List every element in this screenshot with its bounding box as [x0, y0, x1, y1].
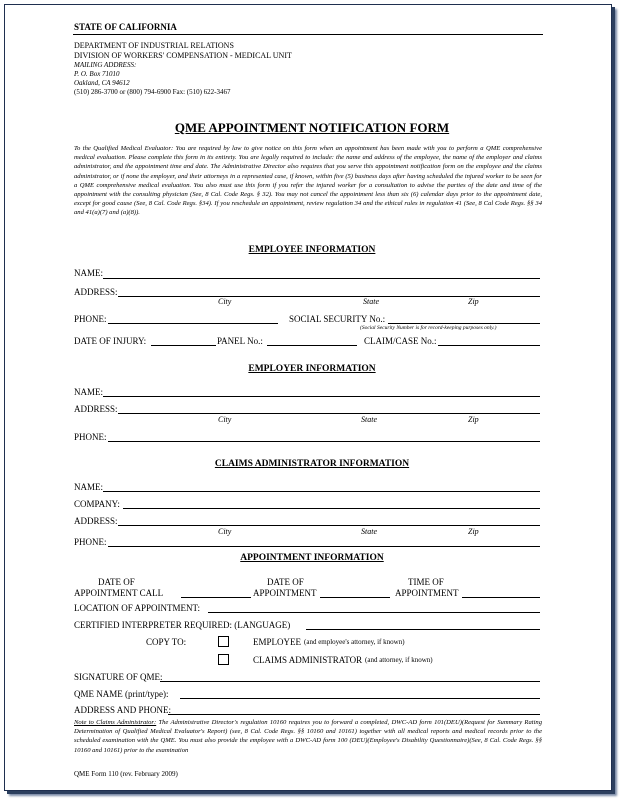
employer-phone-label: PHONE:: [74, 432, 107, 442]
claims-company-field[interactable]: [123, 508, 540, 509]
employee-phone-field[interactable]: [108, 323, 278, 324]
copy-employee-label: EMPLOYEE: [253, 637, 301, 647]
division-name: DIVISION OF WORKERS' COMPENSATION - MEDICAL UNIT: [74, 51, 292, 60]
appointment-section-heading: APPOINTMENT INFORMATION: [240, 553, 384, 563]
signature-field[interactable]: [160, 681, 540, 682]
employer-section-heading: EMPLOYER INFORMATION: [248, 364, 376, 374]
claims-phone-label: PHONE:: [74, 537, 107, 547]
employee-name-field[interactable]: [103, 278, 540, 279]
panel-number-field[interactable]: [267, 345, 357, 346]
employee-section-heading: EMPLOYEE INFORMATION: [248, 245, 376, 255]
employer-name-field[interactable]: [103, 396, 540, 397]
employee-state-caption: State: [363, 297, 379, 306]
signature-label: SIGNATURE OF QME:: [74, 672, 163, 682]
form-footer: QME Form 110 (rev. February 2009): [74, 770, 178, 778]
interpreter-field[interactable]: [306, 629, 540, 630]
time-appt-label-1: TIME OF: [408, 577, 444, 587]
claims-city-caption: City: [218, 527, 232, 536]
time-appt-label-2: APPOINTMENT: [395, 588, 459, 598]
employee-name-label: NAME:: [74, 268, 103, 278]
claims-phone-field[interactable]: [108, 546, 540, 547]
address-phone-field[interactable]: [168, 714, 540, 715]
copy-claims-label: CLAIMS ADMINISTRATOR: [253, 655, 363, 665]
interpreter-label: CERTIFIED INTERPRETER REQUIRED: (LANGUAGE): [74, 620, 291, 630]
copy-employee-note: (and employee's attorney, if known): [304, 638, 405, 646]
time-appt-field[interactable]: [462, 597, 540, 598]
claims-address-label: ADDRESS:: [74, 516, 118, 526]
claims-name-label: NAME:: [74, 482, 103, 492]
location-label: LOCATION OF APPOINTMENT:: [74, 603, 201, 613]
ssn-label: SOCIAL SECURITY No.:: [289, 314, 386, 324]
claims-zip-caption: Zip: [468, 527, 479, 536]
address-phone-label: ADDRESS AND PHONE:: [74, 705, 172, 715]
claims-address-field[interactable]: [118, 525, 540, 526]
date-appt-label-2: APPOINTMENT: [253, 588, 317, 598]
claims-admin-note-lead: Note to Claims Administrator:: [74, 719, 157, 726]
claims-state-caption: State: [361, 527, 377, 536]
employer-zip-caption: Zip: [468, 415, 479, 424]
copy-employee-checkbox[interactable]: [218, 636, 229, 647]
state-heading: STATE OF CALIFORNIA: [74, 22, 177, 32]
ssn-field[interactable]: [388, 323, 540, 324]
claims-admin-note-body: The Administrative Director's regulation 10160 requires you to forward a completed, DWC-AD form 101(DEU)(Request for Summary Rating Determination of Qualified Medical Evaluator's Report) (see, 8 Cal. Code Regs. §§ 10160 and 10161) together with all medical reports and medical records prior to the scheduled examination with the QME. You must also provide the employee with a DWC-AD form 100 (DEU)(Employee's Disability Questionnaire)(See, 8 Cal. Code Regs. §§ 10160 and 10161) prior to the examination: [74, 719, 543, 754]
location-field[interactable]: [208, 612, 540, 613]
employee-address-label: ADDRESS:: [74, 287, 118, 297]
form-title: QME APPOINTMENT NOTIFICATION FORM: [174, 120, 450, 135]
date-call-label-2: APPOINTMENT CALL: [74, 588, 164, 598]
department-name: DEPARTMENT OF INDUSTRIAL RELATIONS: [74, 41, 234, 50]
date-of-injury-label: DATE OF INJURY:: [74, 336, 147, 346]
employee-phone-label: PHONE:: [74, 314, 107, 324]
employee-zip-caption: Zip: [468, 297, 479, 306]
qme-name-label: QME NAME (print/type):: [74, 689, 169, 699]
employer-phone-field[interactable]: [108, 441, 540, 442]
claims-company-label: COMPANY:: [74, 499, 120, 509]
date-appt-field[interactable]: [320, 597, 390, 598]
employer-name-label: NAME:: [74, 387, 103, 397]
date-call-field[interactable]: [181, 597, 251, 598]
panel-number-label: PANEL No.:: [217, 336, 263, 346]
claims-name-field[interactable]: [103, 491, 540, 492]
date-call-label-1: DATE OF: [98, 577, 135, 587]
qme-name-field[interactable]: [180, 698, 540, 699]
claims-section-heading: CLAIMS ADMINISTRATOR INFORMATION: [214, 459, 410, 469]
intro-paragraph: To the Qualified Medical Evaluator: You are required by law to give notice on this form when an appointment has been made with you to perform a QME comprehensive medical evaluation. Please complete this form in its entirety. You are legally required to include: the name and address of the employee, the name of the employer and claims administrator, and the appointment time and date. The Administrative Director also requires that you serve this appointment notification form on the employee and the claims administrator, or if none the employer, and their attorneys in a represented case, if known, within five (5) business days after having scheduled the injured worker to be seen for a QME comprehensive medical evaluation. You also must use this form if you refer the injured worker for a consultation to advise the parties of the date and time of the appointment with the consulting physician (See, 8 Cal. Code Regs. § 32). You may not cancel the appointment less than six (6) calendar days prior to the appointment date, except for good cause (See, 8 Cal. Code Regs. §34). If you reschedule an appointment, review regulation 34 and the ethical rules in regulation 41 (See, 8 Cal Code Regs. §§ 34 and 41(a)(7) and (a)(8)).: [74, 145, 542, 217]
city-line: Oakland, CA 94612: [74, 79, 130, 87]
mailing-label: MAILING ADDRESS:: [74, 61, 137, 69]
employee-city-caption: City: [218, 297, 232, 306]
employer-address-field[interactable]: [118, 413, 540, 414]
claims-admin-note: [74, 718, 542, 755]
date-of-injury-field[interactable]: [151, 345, 216, 346]
ssn-note: (Social Security Number is for record-keeping purposes only.): [360, 325, 497, 331]
claim-case-label: CLAIM/CASE No.:: [364, 336, 437, 346]
employer-city-caption: City: [218, 415, 232, 424]
copy-to-label: COPY TO:: [146, 637, 187, 647]
date-appt-label-1: DATE OF: [267, 577, 304, 587]
copy-claims-note: (and attorney, if known): [365, 656, 433, 664]
employer-state-caption: State: [361, 415, 377, 424]
header-rule: [73, 34, 543, 35]
po-box: P. O. Box 71010: [74, 70, 120, 78]
copy-claims-checkbox[interactable]: [218, 654, 229, 665]
phone-fax-line: (510) 286-3700 or (800) 794-6900 Fax: (510) 622-3467: [74, 88, 231, 96]
employer-address-label: ADDRESS:: [74, 404, 118, 414]
claim-case-field[interactable]: [438, 345, 540, 346]
